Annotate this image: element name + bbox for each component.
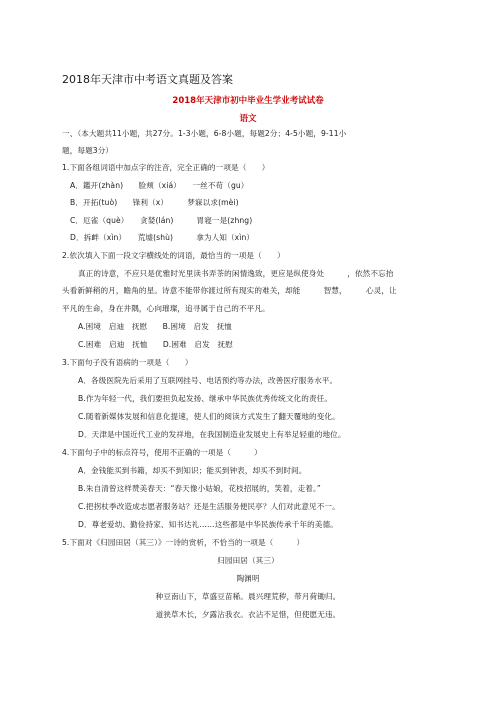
question-3-option-b: B.作为年轻一代，我们要担负起发扬、继承中华民族优秀传统文化的责任。 xyxy=(78,394,333,403)
poem-line-2: 道狭草木长，夕露沾我衣。衣沾不足惜，但使愿无违。 xyxy=(155,610,341,619)
question-1-option-c: C．厄雀（què） 贪婪(lán) 胃寝一是(zhng) xyxy=(70,216,253,225)
question-4-stem: 4.下面句子中的标点符号，使用不正确的一项是（ ） xyxy=(62,448,262,457)
question-2-stem: 2.依次填入下面一段文字横线处的词语，最恰当的一项是（ ） xyxy=(62,251,285,260)
exam-title: 2018年天津市初中毕业生学业考试试卷 xyxy=(172,96,324,106)
question-3-stem: 3.下面句子没有语病的一项是（ ） xyxy=(62,358,193,367)
question-4-option-b: B.朱自清曾这样赞美春天：“春天像小姑娘，花枝招展的，笑着，走着。” xyxy=(78,484,321,493)
question-2-options-cd: C.困难 启迪 抚恤 D.困难 启发 抚慰 xyxy=(78,340,233,349)
document-title: 2018年天津市中考语文真题及答案 xyxy=(62,73,233,86)
section-heading: 一、（本大题共11小题，共27分。1-3小题，6-8小题，每题2分；4-5小题，9-11小 xyxy=(62,129,347,138)
question-1-option-b: B．开拓(tuò) 锋利（x） 梦寐以求(mèi) xyxy=(70,198,239,207)
question-3-option-a: A．各级医院先后采用了互联网挂号、电话预约等办法，改善医疗服务水平。 xyxy=(78,376,338,385)
question-2-passage-line-1: 真正的诗意，不应只是优雅时光里读书弄茶的闲情逸致，更应是纵使身处 ，依然不忘抬 xyxy=(78,269,394,278)
question-4-option-d: D．尊老爱幼、勤俭持家、知书达礼……这些都是中华民族传承千年的美德。 xyxy=(78,520,338,529)
question-1-option-a: A．鑑开(zhàn) 脸颊（xiá） 一丝不苟（gu） xyxy=(70,181,249,190)
poem-title: 归园田居（其三） xyxy=(217,556,279,565)
question-1-option-d: D．拆衅（xìn） 荒墟(shù) 拿为人知（xìn） xyxy=(70,233,255,242)
question-4-option-c: C.把拐杖季改造成志愿者服务站？还是生活服务便民亭？人们对此意见不一。 xyxy=(78,502,340,511)
question-1-stem: 1.下面各组词语中加点字的注音，完全正确的一项是（ ） xyxy=(62,163,270,172)
poem-author: 陶渊明 xyxy=(236,574,260,583)
subject-title: 语文 xyxy=(239,114,257,124)
poem-line-1: 种豆南山下，草盛豆苗稀。晨兴理荒秽，带月荷锄归。 xyxy=(155,592,341,601)
section-heading-continued: 题，每题3分） xyxy=(62,146,114,155)
question-5-stem: 5.下面对《归园田居（其三）》一诗的赏析，不恰当的一项是（ ） xyxy=(62,538,305,547)
question-2-passage-line-2: 头看新鲜稍的月，瞻角的星。诗意不能带你渡过所有现实的难关，却能 智慧， 心灵，让 xyxy=(62,286,397,295)
question-4-option-a: A．金钱能买到书籍，却买不到知识；能买到钟表，却买不到时间。 xyxy=(78,466,307,475)
question-3-option-d: D．天津是中国近代工业的发祥地，在我国制造业发展史上有举足轻重的地位。 xyxy=(78,430,346,439)
question-2-options-ab: A.困境 启迪 抚慰 B.困境 启发 抚恤 xyxy=(78,322,232,331)
question-3-option-c: C.随着新媒体发展和信息化提速，使人们的阅读方式发生了翻天覆地的变化。 xyxy=(78,412,340,421)
question-2-passage-line-3: 平凡的生命，身在井隅，心向璀璨，追寻属于自己的不平凡。 xyxy=(62,304,270,313)
